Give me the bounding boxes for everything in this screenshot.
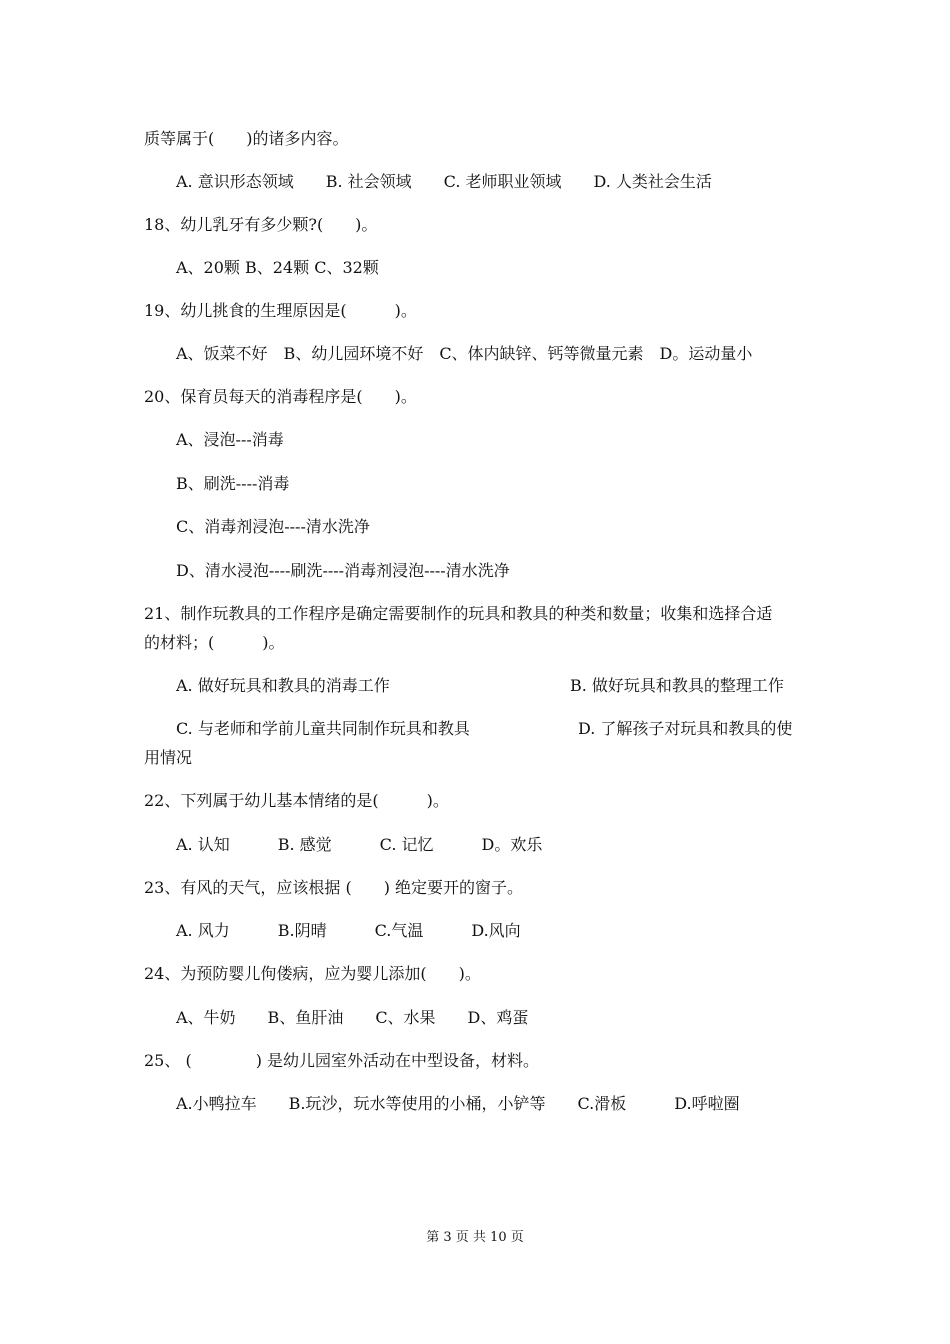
question-20-option-a: A、浸泡---消毒 <box>176 430 284 449</box>
question-23: 23、有风的天气，应该根据 ( ) 绝定要开的窗子。 <box>144 878 524 897</box>
question-25: 25、 ( ) 是幼儿园室外活动在中型设备，材料。 <box>144 1051 540 1070</box>
question-21-option-a: A. 做好玩具和教具的消毒工作 <box>176 676 390 695</box>
question-17-options: A. 意识形态领域 B. 社会领域 C. 老师职业领域 D. 人类社会生活 <box>176 172 712 191</box>
question-22-options: A. 认知 B. 感觉 C. 记忆 D。欢乐 <box>176 835 543 854</box>
question-21: 21、制作玩教具的工作程序是确定需要制作的玩具和教具的种类和数量；收集和选择合适 <box>144 604 773 623</box>
question-24-options: A、牛奶 B、鱼肝油 C、水果 D、鸡蛋 <box>176 1008 529 1027</box>
question-23-options: A. 风力 B.阴晴 C.气温 D.风向 <box>176 921 521 940</box>
question-20-option-d: D、清水浸泡----刷洗----消毒剂浸泡----清水洗净 <box>176 561 510 580</box>
question-24: 24、为预防婴儿佝偻病，应为婴儿添加( )。 <box>144 964 481 983</box>
question-17-continuation: 质等属于( )的诸多内容。 <box>144 129 349 148</box>
question-20: 20、保育员每天的消毒程序是( )。 <box>144 387 417 406</box>
question-21-option-b: B. 做好玩具和教具的整理工作 <box>570 676 784 695</box>
question-21-continuation: 的材料；( )。 <box>144 633 285 652</box>
question-21-option-c: C. 与老师和学前儿童共同制作玩具和教具 <box>176 719 470 738</box>
question-25-options: A.小鸭拉车 B.玩沙，玩水等使用的小桶，小铲等 C.滑板 D.呼啦圈 <box>176 1094 740 1113</box>
question-21-option-d-continuation: 用情况 <box>144 748 193 767</box>
question-20-option-c: C、消毒剂浸泡----清水洗净 <box>176 517 370 536</box>
question-19-options: A、饭菜不好 B、幼儿园环境不好 C、体内缺锌、钙等微量元素 D。运动量小 <box>176 344 753 363</box>
question-21-option-d: D. 了解孩子对玩具和教具的使 <box>578 719 793 738</box>
page-footer: 第 3 页 共 10 页 <box>426 1230 524 1245</box>
question-19: 19、幼儿挑食的生理原因是( )。 <box>144 301 417 320</box>
question-18-options: A、20颗 B、24颗 C、32颗 <box>176 258 379 277</box>
question-22: 22、下列属于幼儿基本情绪的是( )。 <box>144 791 449 810</box>
question-20-option-b: B、刷洗----消毒 <box>176 474 290 493</box>
question-18: 18、幼儿乳牙有多少颗?( )。 <box>144 215 378 234</box>
